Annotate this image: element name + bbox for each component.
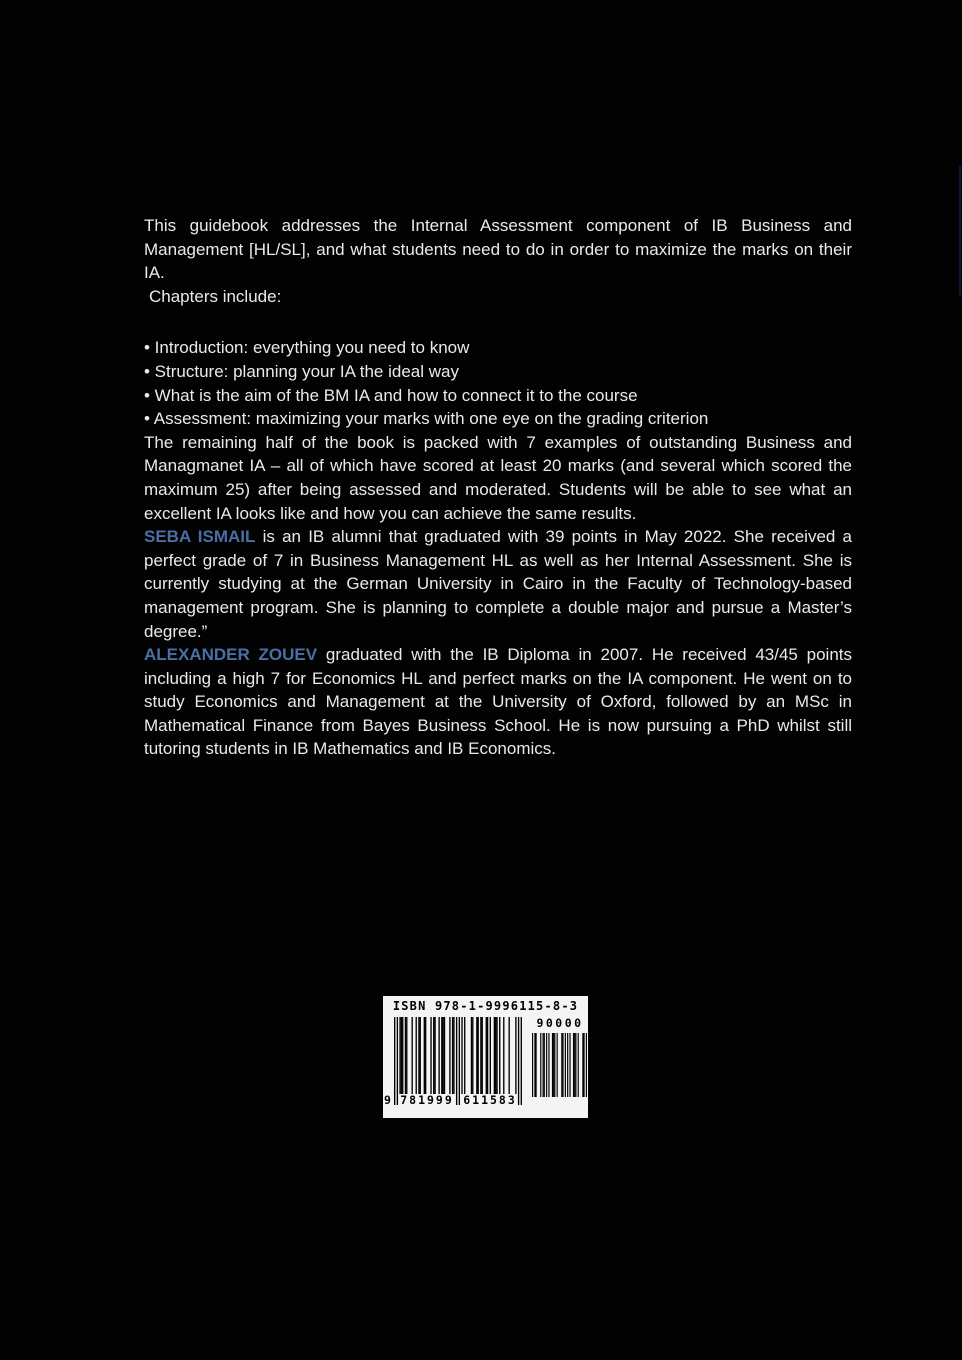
barcode-digit-group1: 781999 bbox=[400, 1093, 454, 1107]
examples-paragraph: The remaining half of the book is packed with 7 examples of outstanding Business and Managmanet IA – all of which have scored at least 20 marks (and several which scored the maximum 25) after being assessed and moderated. Students will be able to see what an excellent IA looks like and how you can achieve the same results. bbox=[144, 432, 852, 523]
isbn-number-text: ISBN 978-1-9996115-8-3 bbox=[392, 999, 579, 1013]
bio-name-alexander: ALEXANDER ZOUEV bbox=[144, 645, 318, 665]
bio-text-seba: is an IB alumni that graduated with 39 points in May 2022. She received a perfect grade of 7 in Business Management HL as well as her Internal Assessment. She is currently studying at the German University in Cairo in the Faculty of Technology-based management program. She is planning to complete a double major and pursue a Master’s degree.” bbox=[144, 527, 853, 641]
addon-barcode bbox=[532, 1017, 588, 1109]
chapter-bullet-list bbox=[144, 336, 852, 430]
scan-edge-artifact bbox=[959, 166, 961, 296]
synopsis-paragraph: This guidebook addresses the Internal Assessment component of IB Business and Management [HL/SL], and what students need to do in order to maximize the marks on their IA. bbox=[144, 216, 852, 283]
chapter-bullet-aim: • What is the aim of the BM IA and how to connect it to the course bbox=[144, 385, 638, 405]
isbn-barcode-label bbox=[383, 996, 588, 1118]
ean13-barcode bbox=[384, 1017, 523, 1109]
bio-paragraph-seba bbox=[144, 525, 852, 643]
chapters-heading: Chapters include: bbox=[149, 286, 282, 306]
bio-paragraph-alexander bbox=[144, 643, 852, 761]
chapter-bullet-introduction: • Introduction: everything you need to know bbox=[144, 338, 470, 358]
addon-value-text: 90000 bbox=[536, 1016, 584, 1030]
bio-text-alexander: graduated with the IB Diploma in 2007. He received 43/45 points including a high 7 for Economics HL and perfect marks on the IA component. He went on to study Economics and Management at the University of Oxford, followed by an MSc in Mathematical Finance from Bayes Business School. He is now pursuing a PhD whilst still tutoring students in IB Mathematics and IB Economics. bbox=[144, 645, 852, 759]
barcode-digit-first: 9 bbox=[384, 1093, 391, 1107]
barcode-bars-row bbox=[383, 1017, 588, 1109]
barcode-digit-group2: 611583 bbox=[463, 1093, 517, 1107]
bio-name-seba: SEBA ISMAIL bbox=[144, 527, 256, 547]
back-cover-text bbox=[144, 214, 852, 761]
addon-bars bbox=[532, 1033, 588, 1102]
chapter-bullet-assessment: • Assessment: maximizing your marks with one eye on the grading criterion bbox=[144, 409, 709, 429]
chapter-bullet-structure: • Structure: planning your IA the ideal way bbox=[144, 361, 459, 381]
